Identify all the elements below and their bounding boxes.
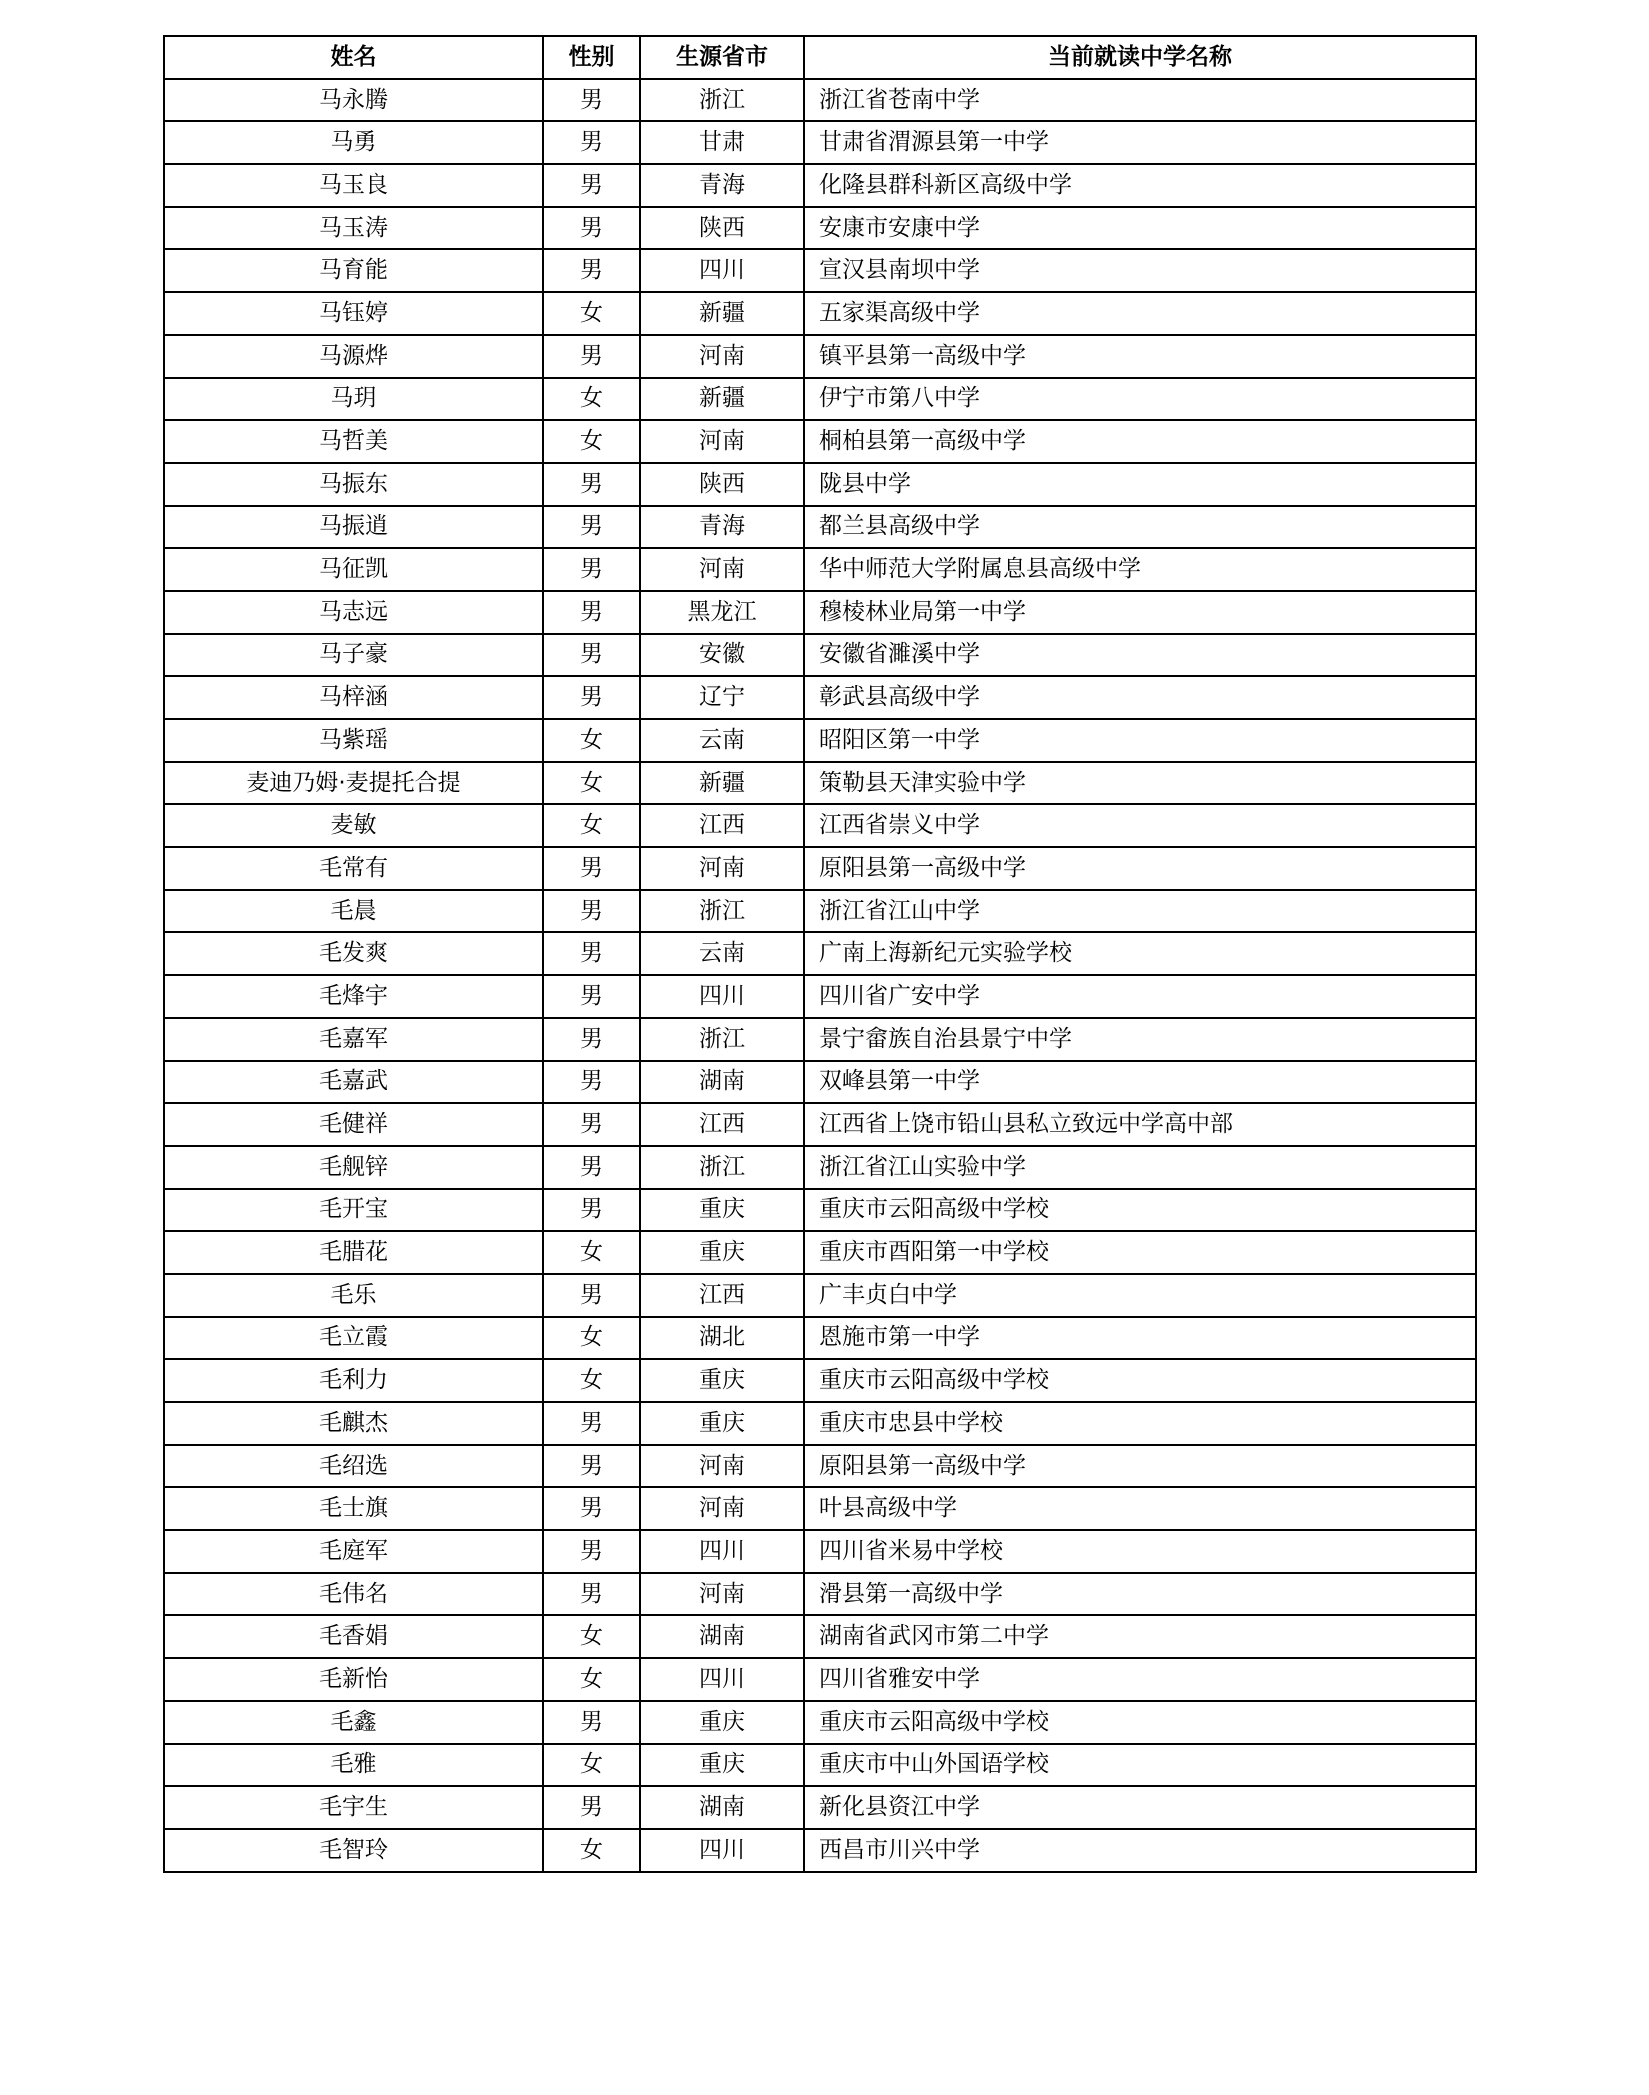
cell-school: 重庆市忠县中学校: [804, 1402, 1476, 1445]
table-row: [164, 1317, 1476, 1360]
cell-school: 浙江省苍南中学: [804, 79, 1476, 122]
cell-gender: 男: [543, 1146, 640, 1189]
cell-province: 云南: [640, 932, 804, 975]
cell-name: 马玥: [164, 378, 543, 421]
table-row: [164, 1829, 1476, 1872]
table-row: [164, 548, 1476, 591]
cell-province: 四川: [640, 249, 804, 292]
cell-gender: 男: [543, 1573, 640, 1616]
cell-school: 四川省雅安中学: [804, 1658, 1476, 1701]
cell-province: 黑龙江: [640, 591, 804, 634]
table-row: [164, 932, 1476, 975]
table-header: [164, 36, 1476, 79]
cell-gender: 女: [543, 762, 640, 805]
cell-province: 辽宁: [640, 676, 804, 719]
table-row: [164, 1231, 1476, 1274]
cell-name: 毛智玲: [164, 1829, 543, 1872]
cell-school: 浙江省江山实验中学: [804, 1146, 1476, 1189]
cell-name: 毛庭军: [164, 1530, 543, 1573]
cell-school: 彰武县高级中学: [804, 676, 1476, 719]
cell-province: 湖南: [640, 1061, 804, 1104]
cell-province: 浙江: [640, 890, 804, 933]
table-row: [164, 292, 1476, 335]
cell-gender: 男: [543, 1402, 640, 1445]
table-row: [164, 975, 1476, 1018]
table-body: [164, 79, 1476, 1872]
cell-province: 云南: [640, 719, 804, 762]
table-row: [164, 1402, 1476, 1445]
cell-name: 毛宇生: [164, 1786, 543, 1829]
cell-school: 穆棱林业局第一中学: [804, 591, 1476, 634]
cell-name: 马源烨: [164, 335, 543, 378]
header-gender: 性别: [543, 36, 640, 79]
cell-name: 毛常有: [164, 847, 543, 890]
table-row: [164, 1018, 1476, 1061]
table-row: [164, 1744, 1476, 1787]
cell-name: 马紫瑶: [164, 719, 543, 762]
cell-school: 陇县中学: [804, 463, 1476, 506]
cell-province: 河南: [640, 1573, 804, 1616]
cell-name: 马玉涛: [164, 207, 543, 250]
cell-gender: 女: [543, 1317, 640, 1360]
cell-school: 安徽省濉溪中学: [804, 634, 1476, 677]
cell-gender: 女: [543, 1359, 640, 1402]
cell-province: 河南: [640, 1445, 804, 1488]
cell-province: 湖北: [640, 1317, 804, 1360]
cell-name: 毛嘉武: [164, 1061, 543, 1104]
table-row: [164, 1146, 1476, 1189]
table-row: [164, 420, 1476, 463]
cell-province: 湖南: [640, 1786, 804, 1829]
cell-name: 马钰婷: [164, 292, 543, 335]
table-row: [164, 1786, 1476, 1829]
cell-name: 马永腾: [164, 79, 543, 122]
table-row: [164, 378, 1476, 421]
table-row: [164, 804, 1476, 847]
cell-province: 新疆: [640, 762, 804, 805]
document-page: [163, 35, 1475, 1873]
cell-gender: 男: [543, 249, 640, 292]
cell-gender: 男: [543, 1061, 640, 1104]
table-row: [164, 847, 1476, 890]
cell-school: 景宁畲族自治县景宁中学: [804, 1018, 1476, 1061]
cell-name: 马振东: [164, 463, 543, 506]
cell-name: 毛腊花: [164, 1231, 543, 1274]
cell-school: 广南上海新纪元实验学校: [804, 932, 1476, 975]
cell-province: 浙江: [640, 79, 804, 122]
cell-name: 马哲美: [164, 420, 543, 463]
cell-school: 五家渠高级中学: [804, 292, 1476, 335]
cell-school: 浙江省江山中学: [804, 890, 1476, 933]
cell-school: 西昌市川兴中学: [804, 1829, 1476, 1872]
cell-school: 华中师范大学附属息县高级中学: [804, 548, 1476, 591]
cell-name: 毛士旗: [164, 1487, 543, 1530]
cell-name: 麦敏: [164, 804, 543, 847]
cell-gender: 男: [543, 932, 640, 975]
cell-name: 毛发爽: [164, 932, 543, 975]
cell-name: 麦迪乃姆·麦提托合提: [164, 762, 543, 805]
cell-school: 恩施市第一中学: [804, 1317, 1476, 1360]
cell-province: 四川: [640, 1530, 804, 1573]
cell-gender: 女: [543, 719, 640, 762]
cell-gender: 男: [543, 634, 640, 677]
cell-province: 河南: [640, 335, 804, 378]
cell-gender: 女: [543, 378, 640, 421]
cell-name: 毛麒杰: [164, 1402, 543, 1445]
cell-name: 毛伟名: [164, 1573, 543, 1616]
table-row: [164, 1573, 1476, 1616]
table-row: [164, 335, 1476, 378]
cell-gender: 男: [543, 591, 640, 634]
table-row: [164, 1658, 1476, 1701]
table-row: [164, 249, 1476, 292]
cell-gender: 男: [543, 890, 640, 933]
cell-school: 四川省米易中学校: [804, 1530, 1476, 1573]
cell-province: 重庆: [640, 1744, 804, 1787]
cell-name: 马育能: [164, 249, 543, 292]
cell-gender: 女: [543, 1658, 640, 1701]
table-row: [164, 890, 1476, 933]
cell-gender: 女: [543, 1829, 640, 1872]
table-row: [164, 762, 1476, 805]
table-row: [164, 121, 1476, 164]
cell-gender: 女: [543, 420, 640, 463]
cell-gender: 女: [543, 1615, 640, 1658]
cell-name: 马勇: [164, 121, 543, 164]
cell-name: 马振逍: [164, 506, 543, 549]
cell-name: 毛烽宇: [164, 975, 543, 1018]
table-row: [164, 207, 1476, 250]
cell-name: 毛绍选: [164, 1445, 543, 1488]
cell-school: 重庆市中山外国语学校: [804, 1744, 1476, 1787]
cell-school: 都兰县高级中学: [804, 506, 1476, 549]
cell-province: 江西: [640, 804, 804, 847]
cell-gender: 男: [543, 121, 640, 164]
cell-province: 重庆: [640, 1701, 804, 1744]
cell-school: 宣汉县南坝中学: [804, 249, 1476, 292]
cell-school: 昭阳区第一中学: [804, 719, 1476, 762]
cell-name: 毛嘉军: [164, 1018, 543, 1061]
cell-name: 毛香娟: [164, 1615, 543, 1658]
cell-name: 毛乐: [164, 1274, 543, 1317]
cell-gender: 女: [543, 1231, 640, 1274]
cell-province: 河南: [640, 548, 804, 591]
cell-school: 原阳县第一高级中学: [804, 1445, 1476, 1488]
cell-gender: 男: [543, 79, 640, 122]
cell-province: 安徽: [640, 634, 804, 677]
header-school: 当前就读中学名称: [804, 36, 1476, 79]
cell-province: 河南: [640, 847, 804, 890]
cell-school: 叶县高级中学: [804, 1487, 1476, 1530]
cell-province: 重庆: [640, 1402, 804, 1445]
cell-school: 滑县第一高级中学: [804, 1573, 1476, 1616]
cell-school: 伊宁市第八中学: [804, 378, 1476, 421]
table-row: [164, 719, 1476, 762]
header-province: 生源省市: [640, 36, 804, 79]
cell-gender: 男: [543, 548, 640, 591]
header-name: 姓名: [164, 36, 543, 79]
cell-name: 毛舰锌: [164, 1146, 543, 1189]
cell-school: 江西省崇义中学: [804, 804, 1476, 847]
cell-name: 毛晨: [164, 890, 543, 933]
cell-school: 镇平县第一高级中学: [804, 335, 1476, 378]
table-row: [164, 591, 1476, 634]
cell-gender: 男: [543, 1487, 640, 1530]
table-row: [164, 1701, 1476, 1744]
cell-gender: 女: [543, 292, 640, 335]
table-row: [164, 1274, 1476, 1317]
cell-school: 桐柏县第一高级中学: [804, 420, 1476, 463]
cell-gender: 男: [543, 1445, 640, 1488]
cell-gender: 女: [543, 804, 640, 847]
cell-province: 重庆: [640, 1359, 804, 1402]
table-row: [164, 1487, 1476, 1530]
cell-province: 湖南: [640, 1615, 804, 1658]
cell-province: 重庆: [640, 1189, 804, 1232]
cell-province: 河南: [640, 420, 804, 463]
cell-gender: 男: [543, 463, 640, 506]
cell-school: 新化县资江中学: [804, 1786, 1476, 1829]
cell-province: 重庆: [640, 1231, 804, 1274]
cell-name: 毛开宝: [164, 1189, 543, 1232]
cell-gender: 男: [543, 506, 640, 549]
cell-name: 毛利力: [164, 1359, 543, 1402]
cell-province: 新疆: [640, 378, 804, 421]
cell-gender: 女: [543, 1744, 640, 1787]
cell-name: 毛新怡: [164, 1658, 543, 1701]
cell-name: 马梓涵: [164, 676, 543, 719]
cell-province: 甘肃: [640, 121, 804, 164]
cell-province: 青海: [640, 506, 804, 549]
table-row: [164, 1615, 1476, 1658]
cell-school: 双峰县第一中学: [804, 1061, 1476, 1104]
cell-gender: 男: [543, 1786, 640, 1829]
cell-name: 马玉良: [164, 164, 543, 207]
cell-province: 青海: [640, 164, 804, 207]
cell-province: 新疆: [640, 292, 804, 335]
cell-province: 陕西: [640, 463, 804, 506]
cell-gender: 男: [543, 1018, 640, 1061]
cell-name: 马征凯: [164, 548, 543, 591]
cell-school: 四川省广安中学: [804, 975, 1476, 1018]
cell-name: 毛鑫: [164, 1701, 543, 1744]
cell-province: 四川: [640, 1658, 804, 1701]
table-row: [164, 164, 1476, 207]
cell-gender: 男: [543, 1530, 640, 1573]
cell-gender: 男: [543, 164, 640, 207]
cell-school: 重庆市云阳高级中学校: [804, 1701, 1476, 1744]
cell-school: 重庆市云阳高级中学校: [804, 1189, 1476, 1232]
cell-province: 四川: [640, 975, 804, 1018]
cell-school: 重庆市云阳高级中学校: [804, 1359, 1476, 1402]
cell-gender: 男: [543, 975, 640, 1018]
table-row: [164, 676, 1476, 719]
table-row: [164, 1189, 1476, 1232]
table-row: [164, 1530, 1476, 1573]
table-row: [164, 463, 1476, 506]
table-row: [164, 1103, 1476, 1146]
cell-province: 江西: [640, 1274, 804, 1317]
cell-province: 江西: [640, 1103, 804, 1146]
table-row: [164, 506, 1476, 549]
cell-gender: 男: [543, 1189, 640, 1232]
table-row: [164, 79, 1476, 122]
cell-gender: 男: [543, 1274, 640, 1317]
cell-gender: 男: [543, 207, 640, 250]
cell-school: 策勒县天津实验中学: [804, 762, 1476, 805]
cell-school: 重庆市酉阳第一中学校: [804, 1231, 1476, 1274]
cell-school: 甘肃省渭源县第一中学: [804, 121, 1476, 164]
cell-province: 浙江: [640, 1018, 804, 1061]
cell-name: 马子豪: [164, 634, 543, 677]
student-roster-table: [163, 35, 1477, 1873]
cell-gender: 男: [543, 335, 640, 378]
cell-gender: 男: [543, 847, 640, 890]
cell-gender: 男: [543, 676, 640, 719]
cell-school: 湖南省武冈市第二中学: [804, 1615, 1476, 1658]
cell-name: 毛立霞: [164, 1317, 543, 1360]
cell-school: 江西省上饶市铅山县私立致远中学高中部: [804, 1103, 1476, 1146]
cell-school: 原阳县第一高级中学: [804, 847, 1476, 890]
cell-gender: 男: [543, 1103, 640, 1146]
table-row: [164, 1445, 1476, 1488]
cell-name: 马志远: [164, 591, 543, 634]
cell-province: 四川: [640, 1829, 804, 1872]
cell-name: 毛雅: [164, 1744, 543, 1787]
header-row: [164, 36, 1476, 79]
table-row: [164, 1359, 1476, 1402]
cell-gender: 男: [543, 1701, 640, 1744]
cell-school: 广丰贞白中学: [804, 1274, 1476, 1317]
cell-province: 河南: [640, 1487, 804, 1530]
table-row: [164, 1061, 1476, 1104]
cell-school: 化隆县群科新区高级中学: [804, 164, 1476, 207]
cell-school: 安康市安康中学: [804, 207, 1476, 250]
cell-province: 浙江: [640, 1146, 804, 1189]
cell-name: 毛健祥: [164, 1103, 543, 1146]
table-row: [164, 634, 1476, 677]
cell-province: 陕西: [640, 207, 804, 250]
